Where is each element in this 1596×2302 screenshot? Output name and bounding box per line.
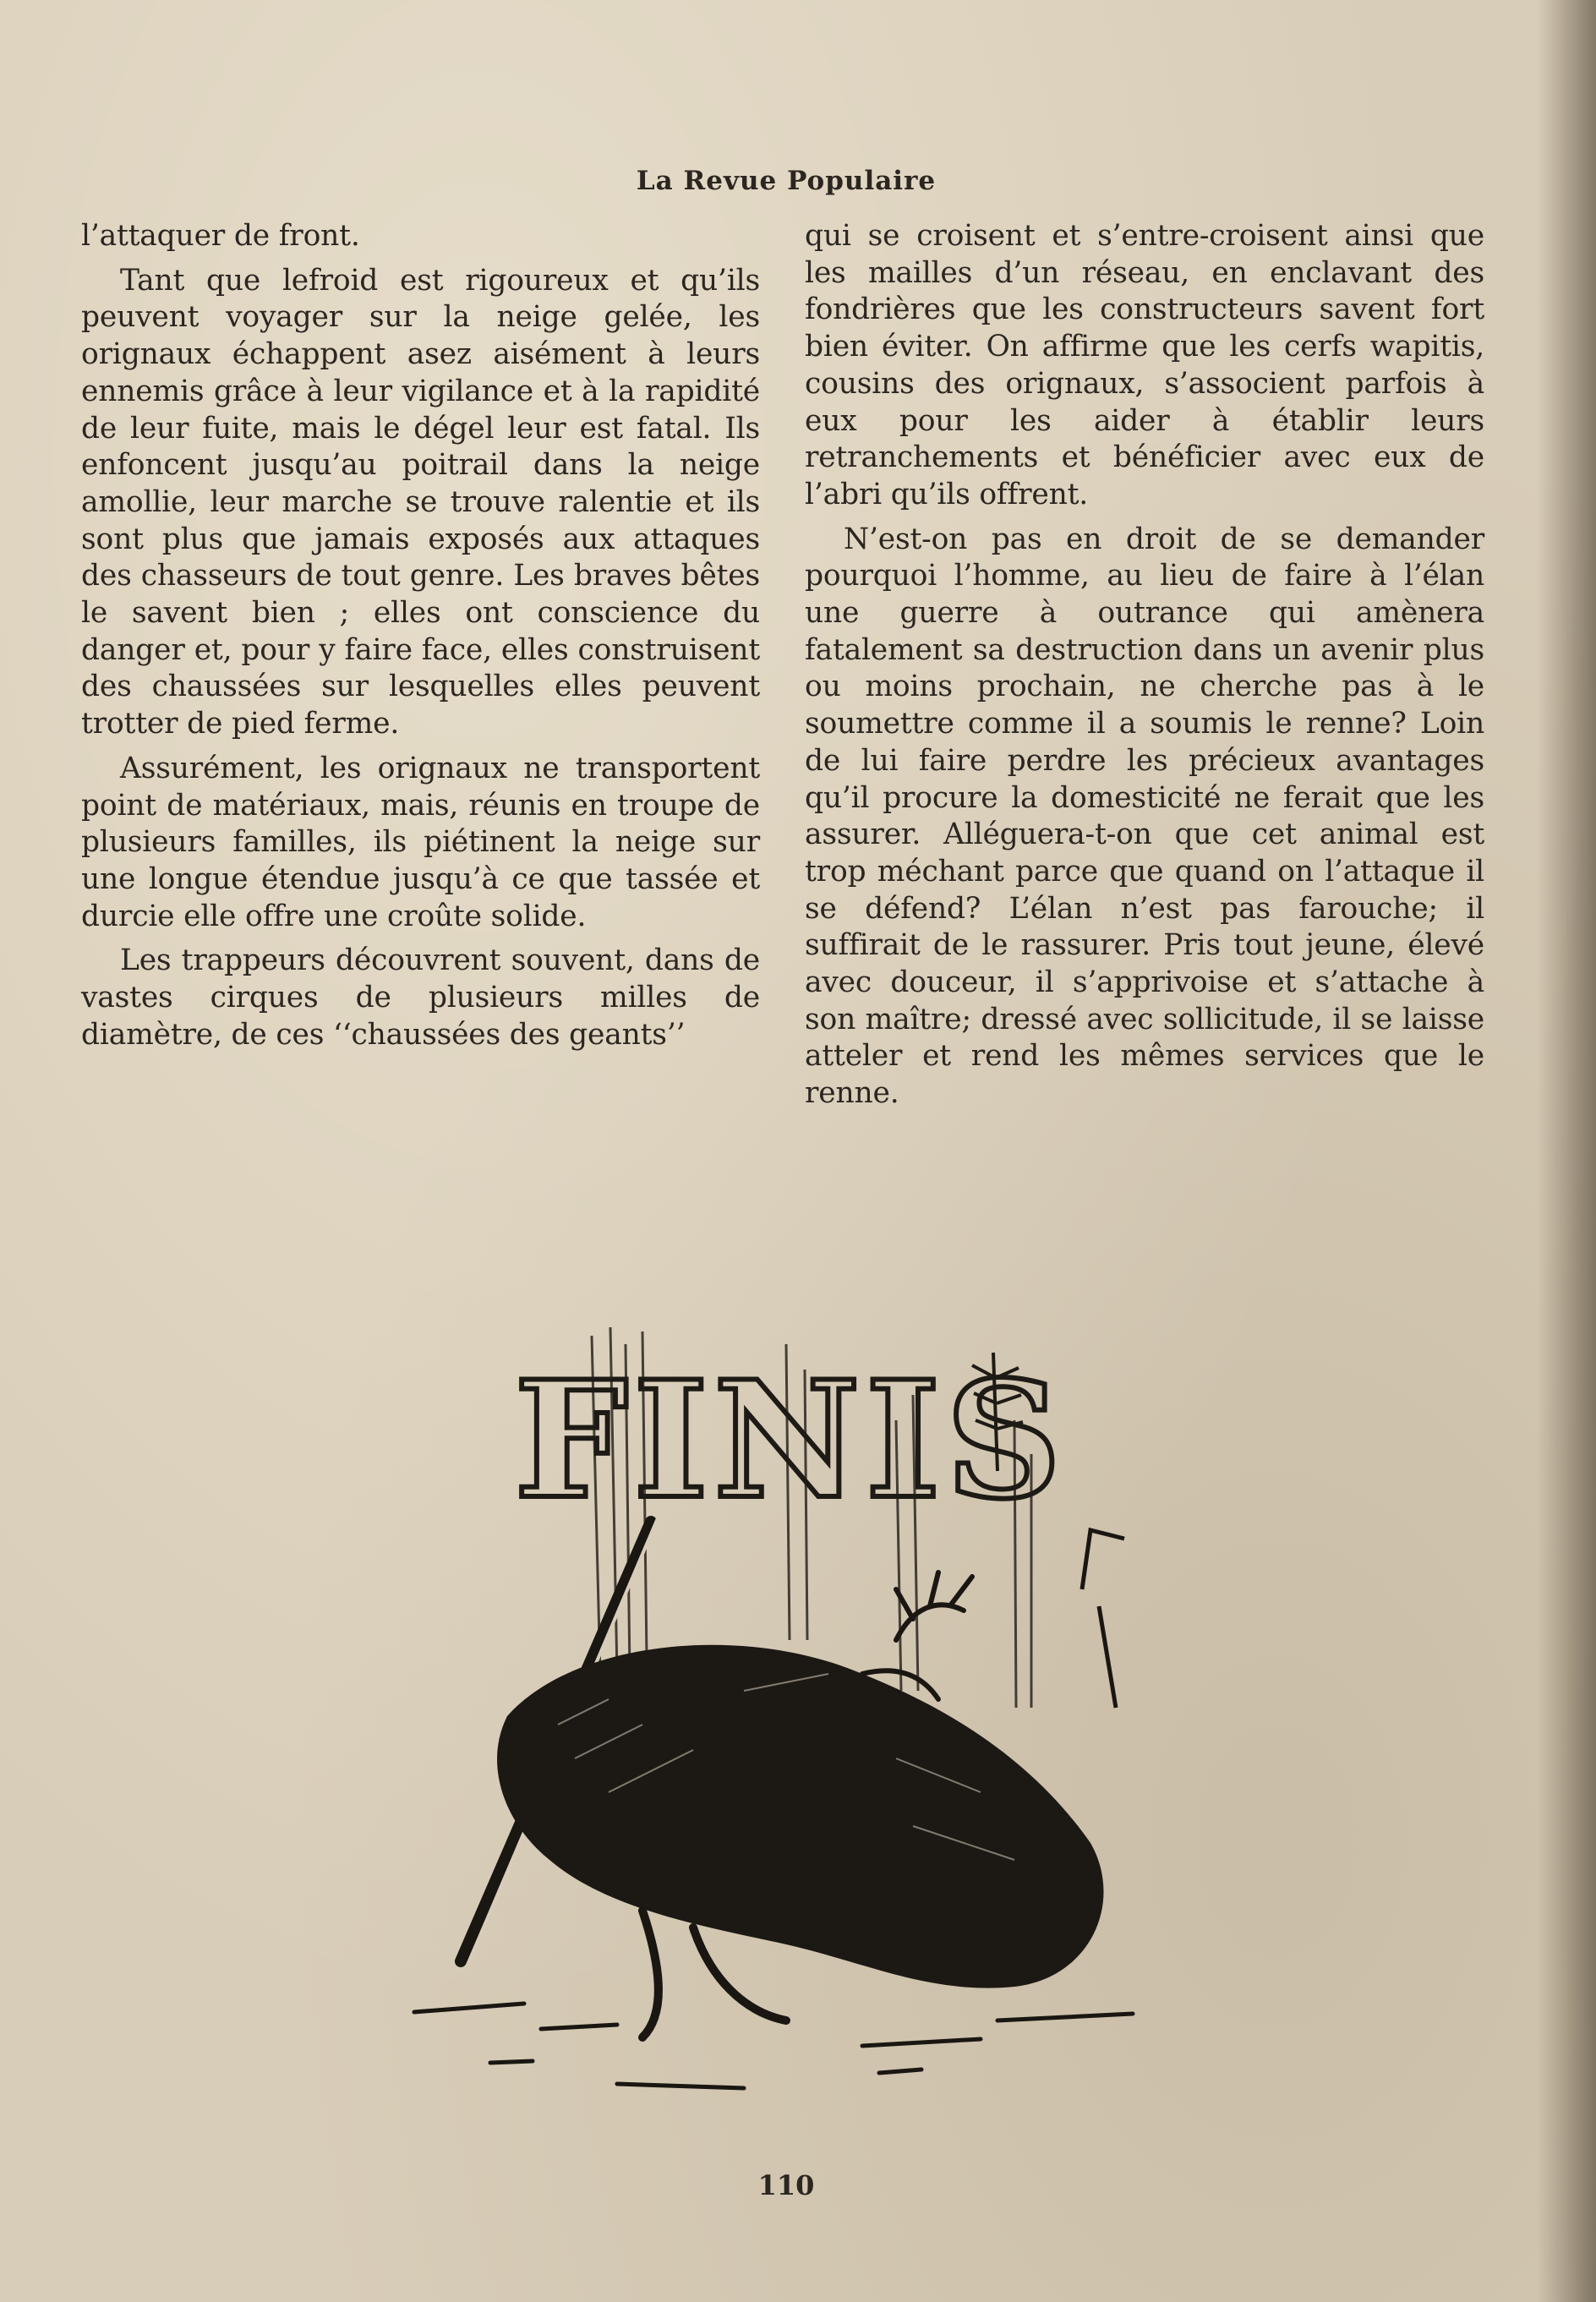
finis-illustration <box>389 1319 1192 2113</box>
paragraph: Tant que lefroid est rigoureux et qu’ils peuvent voyager sur la neige gelée, les orignaux échappent asez aisément à leurs ennemis grâce à leur vigilance et à la rapidité de leur fuite, mais le dégel leur est fatal. Ils enfoncent jusqu’au poitrail dans la neige amollie, leur marche se trouve ralentie et ils sont plus que jamais exposés aux attaques des chasseurs de tout genre. Les braves bêtes le savent bien ; elles ont conscience du danger et, pour y faire face, elles construisent des chaussées sur lesquelles elles peuvent trotter de pied ferme. <box>81 263 760 741</box>
paragraph: N’est-on pas en droit de se demander pourquoi l’homme, au lieu de faire à l’élan une guerre à outrance qui amènera fatalement sa destruction dans un avenir plus ou moins prochain, ne cherche pas à le soumettre comme il a soumis le renne? Loin de lui faire perdre les précieux avantages qu’il procure la domesticité ne ferait que les assurer. Alléguera-t-on que cet animal est trop méchant parce que quand on l’attaque il se défend? L’élan n’est pas farouche; il suffirait de le rassurer. Pris tout jeune, élevé avec douceur, il s’apprivoise et s’attache à son maître; dressé avec sollicitude, il se laisse atteler et rend les mêmes services que le renne. <box>805 522 1484 1111</box>
page-binding-shadow <box>1537 0 1596 2302</box>
text-column-left <box>81 218 760 1053</box>
paragraph: l’attaquer de front. <box>81 219 360 253</box>
finis-lettering: FINIS <box>514 1346 1067 1534</box>
text-column-right <box>805 218 1484 1113</box>
page-number: 110 <box>757 2169 815 2201</box>
paragraph: Les trappeurs découvrent souvent, dans de vastes cirques de plusieurs milles de diamètre, de ces ‘‘chaussées des geants’’ <box>81 943 760 1052</box>
running-head: La Revue Populaire <box>636 166 937 196</box>
paragraph: Assurément, les orignaux ne transportent point de matériaux, mais, réunis en troupe de plusieurs familles, ils piétinent la neige sur une longue étendue jusqu’à ce que tassée et durcie elle offre une croûte solide. <box>81 751 760 933</box>
paragraph: qui se croisent et s’entre-croisent ainsi que les mailles d’un réseau, en enclavant des fondrières que les constructeurs savent fort bien éviter. On affirme que les cerfs wapitis, cousins des orignaux, s’associent parfois à eux pour les aider à établir leurs retranchements et bénéficier avec eux de l’abri qu’ils offrent. <box>805 219 1484 511</box>
